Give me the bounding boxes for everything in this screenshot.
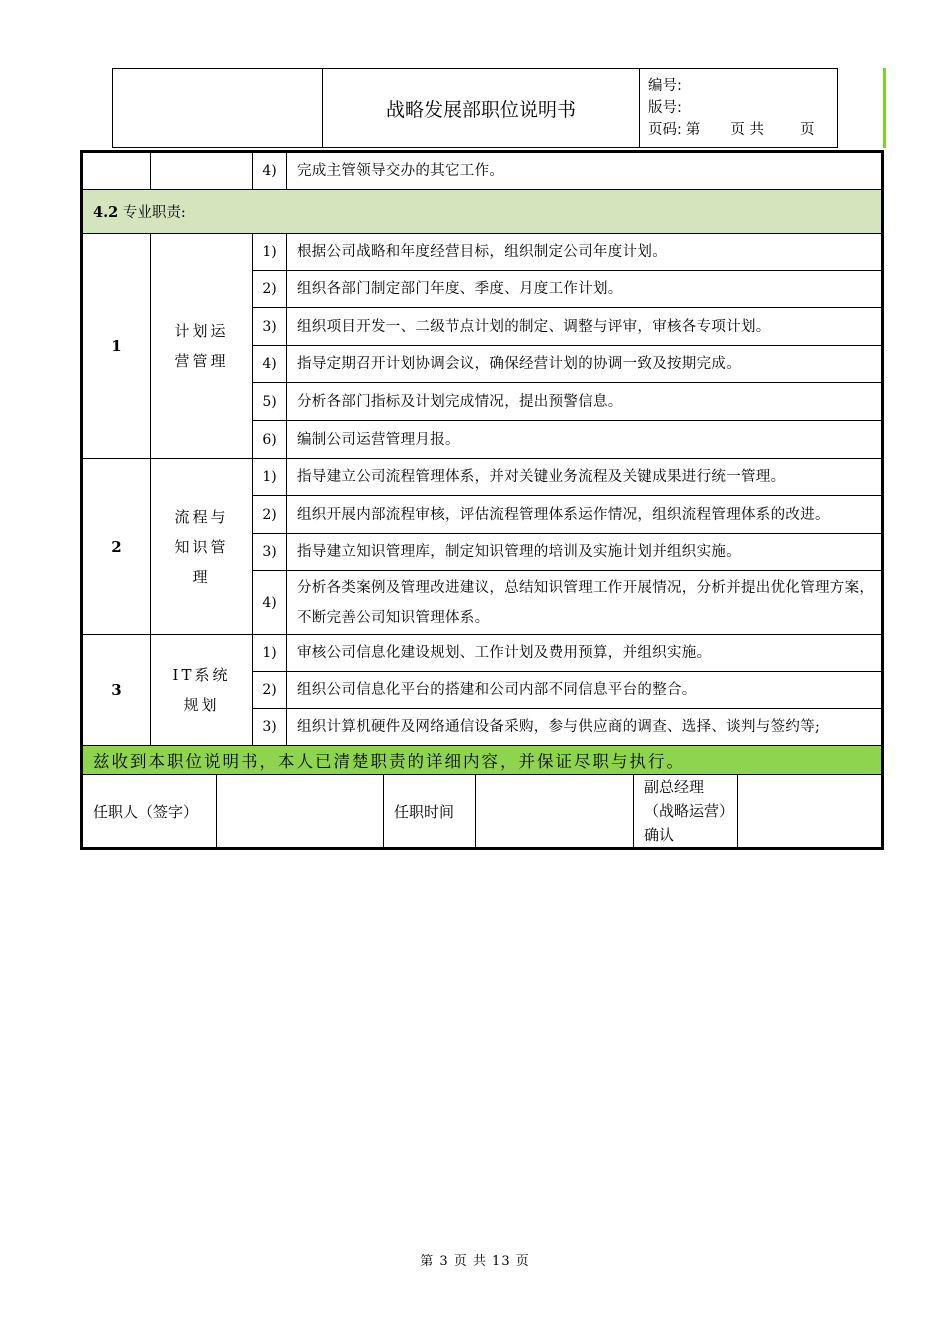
duty-table: [80, 150, 884, 850]
page-ye-gong: 页 共: [730, 122, 764, 138]
item-text: 完成主管领导交办的其它工作。: [287, 153, 882, 190]
item-index: 4): [253, 571, 287, 635]
item-text: 分析各类案例及管理改进建议，总结知识管理工作开展情况，分析并提出优化管理方案，不断完善公司知识管理体系。: [287, 571, 882, 635]
item-index: 1): [253, 234, 287, 271]
item-index: 3): [253, 709, 287, 746]
item-index: 1): [253, 635, 287, 672]
section-header: [83, 190, 882, 234]
page-footer: 第 3 页 共 13 页: [420, 1254, 530, 1269]
item-text: 根据公司战略和年度经营目标，组织制定公司年度计划。: [287, 234, 882, 271]
page-di: 第: [685, 122, 701, 138]
item-text: 分析各部门指标及计划完成情况，提出预警信息。: [287, 383, 882, 421]
item-index: 5): [253, 383, 287, 421]
holder-signature-label: 任职人（签字）: [83, 775, 217, 848]
logo-placeholder: [113, 69, 323, 147]
signature-table: [82, 746, 882, 848]
group-category: IT系统规划: [151, 635, 253, 746]
item-index: 6): [253, 421, 287, 459]
document-title: 战略发展部职位说明书: [323, 69, 640, 147]
table-row: [83, 234, 882, 271]
section-header-row: [83, 190, 882, 234]
item-text: 指导建立公司流程管理体系，并对关键业务流程及关键成果进行统一管理。: [287, 459, 882, 496]
table-row: [83, 459, 882, 496]
notice-row: [83, 746, 882, 775]
page-ye: 页: [800, 122, 815, 138]
section-title: 专业职责:: [122, 205, 186, 221]
item-index: 4): [253, 153, 287, 190]
group-number: 2: [83, 459, 151, 635]
table-row: [83, 635, 882, 672]
item-text: 审核公司信息化建设规划、工作计划及费用预算，并组织实施。: [287, 635, 882, 672]
group-number: 3: [83, 635, 151, 746]
vp-confirm-label: 副总经理（战略运营）确认: [634, 775, 738, 848]
group-number: 1: [83, 234, 151, 459]
item-text: 指导建立知识管理库，制定知识管理的培训及实施计划并组织实施。: [287, 534, 882, 571]
acknowledgement-notice: 兹收到本职位说明书，本人已清楚职责的详细内容，并保证尽职与执行。: [83, 746, 882, 775]
margin-accent-bar: [883, 68, 886, 148]
signature-row: [83, 775, 882, 848]
item-index: 2): [253, 672, 287, 709]
version-label: 版号:: [648, 100, 682, 116]
page-label: 页码:: [648, 122, 682, 138]
item-text: 指导定期召开计划协调会议，确保经营计划的协调一致及按期完成。: [287, 346, 882, 383]
item-index: 2): [253, 496, 287, 534]
code-label: 编号:: [648, 78, 682, 94]
section-number: 4.2: [93, 204, 119, 221]
holder-signature-field[interactable]: [217, 775, 384, 848]
item-text: 组织项目开发一、二级节点计划的制定、调整与评审，审核各专项计划。: [287, 308, 882, 346]
empty-cell: [151, 153, 253, 190]
item-index: 3): [253, 308, 287, 346]
item-text: 组织各部门制定部门年度、季度、月度工作计划。: [287, 271, 882, 308]
item-index: 2): [253, 271, 287, 308]
group-category: 计划运营管理: [151, 234, 253, 459]
holder-time-field[interactable]: [476, 775, 634, 848]
page-line: [648, 119, 837, 141]
item-text: 组织开展内部流程审核，评估流程管理体系运作情况，组织流程管理体系的改进。: [287, 496, 882, 534]
vp-confirm-field[interactable]: [738, 775, 882, 848]
item-index: 3): [253, 534, 287, 571]
holder-time-label: 任职时间: [384, 775, 476, 848]
item-text: 组织公司信息化平台的搭建和公司内部不同信息平台的整合。: [287, 672, 882, 709]
item-text: 组织计算机硬件及网络通信设备采购，参与供应商的调查、选择、谈判与签约等;: [287, 709, 882, 746]
table-row: [83, 153, 882, 190]
empty-cell: [83, 153, 151, 190]
item-text: 编制公司运营管理月报。: [287, 421, 882, 459]
item-index: 4): [253, 346, 287, 383]
document-header: [112, 68, 838, 148]
group-category: 流程与知识管理: [151, 459, 253, 635]
document-meta: [640, 69, 837, 147]
item-index: 1): [253, 459, 287, 496]
